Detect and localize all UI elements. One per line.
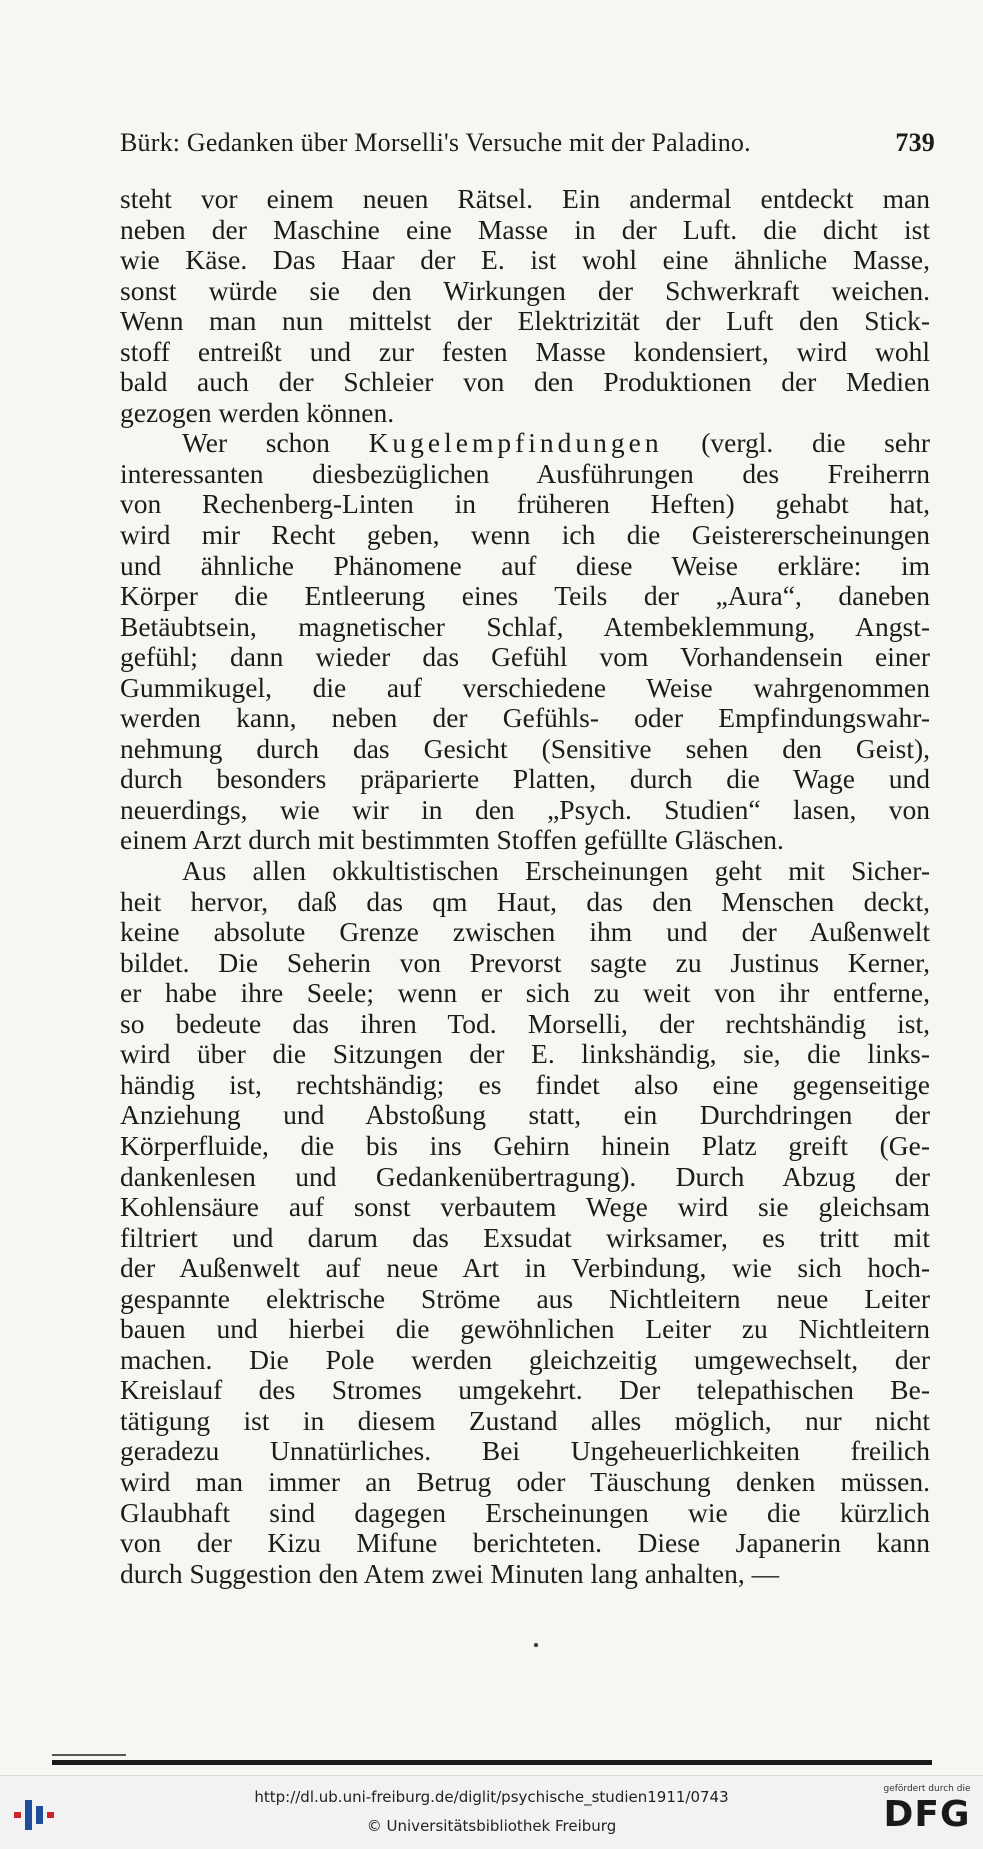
dfg-logo-text: DFG xyxy=(883,1794,971,1835)
text-line: bald auch der Schleier von den Produktionen der Medien xyxy=(120,366,930,398)
text-line: geradezu Unnatürliches. Bei Ungeheuerlichkeiten freilich xyxy=(120,1435,930,1467)
text-line: durch besonders präparierte Platten, durch die Wage und xyxy=(120,763,930,795)
text-line: so bedeute das ihren Tod. Morselli, der rechtshändig ist, xyxy=(120,1007,930,1039)
text-line: tätigung ist in diesem Zustand alles möglich, nur nicht xyxy=(120,1404,930,1436)
text-line: Gummikugel, die auf verschiedene Weise wahrgenommen xyxy=(120,671,930,703)
print-speck xyxy=(534,1643,538,1647)
text-line: einem Arzt durch mit bestimmten Stoffen gefüllte Gläschen. xyxy=(120,824,784,856)
text-line: Glaubhaft sind dagegen Erscheinungen wie die kürzlich xyxy=(120,1496,930,1528)
text-line: er habe ihre Seele; wenn er sich zu weit von ihr entferne, xyxy=(120,977,930,1009)
text-line: Betäubtsein, magnetischer Schlaf, Atembeklemmung, Angst- xyxy=(120,610,930,642)
text-line: sonst würde sie den Wirkungen der Schwerkraft weichen. xyxy=(120,274,930,306)
text-line: Kreislauf des Stromes umgekehrt. Der telepathischen Be- xyxy=(120,1374,930,1406)
text-line: gespannte elektrische Ströme aus Nichtleitern neue Leiter xyxy=(120,1282,930,1314)
text-line: Wenn man nun mittelst der Elektrizität der Luft den Stick- xyxy=(120,305,930,337)
spaced-term: Kugelempfindungen xyxy=(368,427,663,459)
text-line: werden kann, neben der Gefühls- oder Empfindungswahr- xyxy=(120,702,930,734)
text-line: und ähnliche Phänomene auf diese Weise erkläre: im xyxy=(120,549,930,581)
text-line: gezogen werden können. xyxy=(120,396,395,428)
text-line: bildet. Die Seherin von Prevorst sagte zu Justinus Kerner, xyxy=(120,946,930,978)
permalink-url[interactable]: http://dl.ub.uni-freiburg.de/diglit/psychische_studien1911/0743 xyxy=(254,1788,729,1806)
text-line: keine absolute Grenze zwischen ihm und der Außenwelt xyxy=(120,916,930,948)
text-line: Kohlensäure auf sonst verbautem Wege wird sie gleichsam xyxy=(120,1191,930,1223)
text-line-paragraph-start: Aus allen okkultistischen Erscheinungen geht mit Sicher- xyxy=(182,855,930,887)
text-line: wird man immer an Betrug oder Täuschung denken müssen. xyxy=(120,1465,930,1497)
text-line: gefühl; dann wieder das Gefühl vom Vorhandensein einer xyxy=(120,641,930,673)
text-line: von der Kizu Mifune berichteten. Diese Japanerin kann xyxy=(120,1527,930,1559)
text-fragment: Wer schon xyxy=(182,427,330,459)
text-line: Anziehung und Abstoßung statt, ein Durchdringen der xyxy=(120,1099,930,1131)
text-line: neuerdings, wie wir in den „Psych. Studien“ lasen, von xyxy=(120,793,930,825)
dfg-logo-icon[interactable] xyxy=(881,1784,973,1844)
running-header-title: Bürk: Gedanken über Morselli's Versuche mit der Paladino. xyxy=(120,128,751,157)
text-line: wird über die Sitzungen der E. linkshändig, sie, die links- xyxy=(120,1038,930,1070)
text-fragment: (vergl. die sehr xyxy=(701,427,930,459)
page-edge-mark xyxy=(52,1754,126,1756)
text-line: Körperfluide, die bis ins Gehirn hinein Platz greift (Ge- xyxy=(120,1129,930,1161)
text-line: der Außenwelt auf neue Art in Verbindung, wie sich hoch- xyxy=(120,1252,930,1284)
viewer-footer xyxy=(0,1775,983,1849)
body-text xyxy=(120,184,930,1589)
text-line: filtriert und darum das Exsudat wirksamer, es tritt mit xyxy=(120,1221,930,1253)
text-line: wie Käse. Das Haar der E. ist wohl eine ähnliche Masse, xyxy=(120,244,930,276)
text-line: interessanten diesbezüglichen Ausführungen des Freiherrn xyxy=(120,457,930,489)
text-line: dankenlesen und Gedankenübertragung). Durch Abzug der xyxy=(120,1160,930,1192)
dfg-funding-note: gefördert durch die xyxy=(883,1784,971,1794)
page-bottom-rule xyxy=(52,1760,932,1765)
text-line: nehmung durch das Gesicht (Sensitive sehen den Geist), xyxy=(120,732,930,764)
text-line: neben der Maschine eine Masse in der Luft. die dicht ist xyxy=(120,213,930,245)
copyright-notice: © Universitätsbibliothek Freiburg xyxy=(366,1817,617,1835)
text-line: machen. Die Pole werden gleichzeitig umgewechselt, der xyxy=(120,1343,930,1375)
text-line: steht vor einem neuen Rätsel. Ein andermal entdeckt man xyxy=(120,183,930,214)
text-line-paragraph-start xyxy=(120,428,930,459)
text-line: durch Suggestion den Atem zwei Minuten lang anhalten, — xyxy=(120,1557,780,1589)
text-line: wird mir Recht geben, wenn ich die Geistererscheinungen xyxy=(120,519,930,551)
text-line: händig ist, rechtshändig; es findet also eine gegenseitige xyxy=(120,1068,930,1100)
page-number: 739 xyxy=(895,128,935,157)
text-line: von Rechenberg-Linten in früheren Heften) gehabt hat, xyxy=(120,488,930,520)
text-line: Körper die Entleerung eines Teils der „Aura“, daneben xyxy=(120,580,930,612)
text-line: bauen und hierbei die gewöhnlichen Leiter zu Nichtleitern xyxy=(120,1313,930,1345)
text-line: heit hervor, daß das qm Haut, das den Menschen deckt, xyxy=(120,885,930,917)
text-line: stoff entreißt und zur festen Masse kondensiert, wird wohl xyxy=(120,335,930,367)
